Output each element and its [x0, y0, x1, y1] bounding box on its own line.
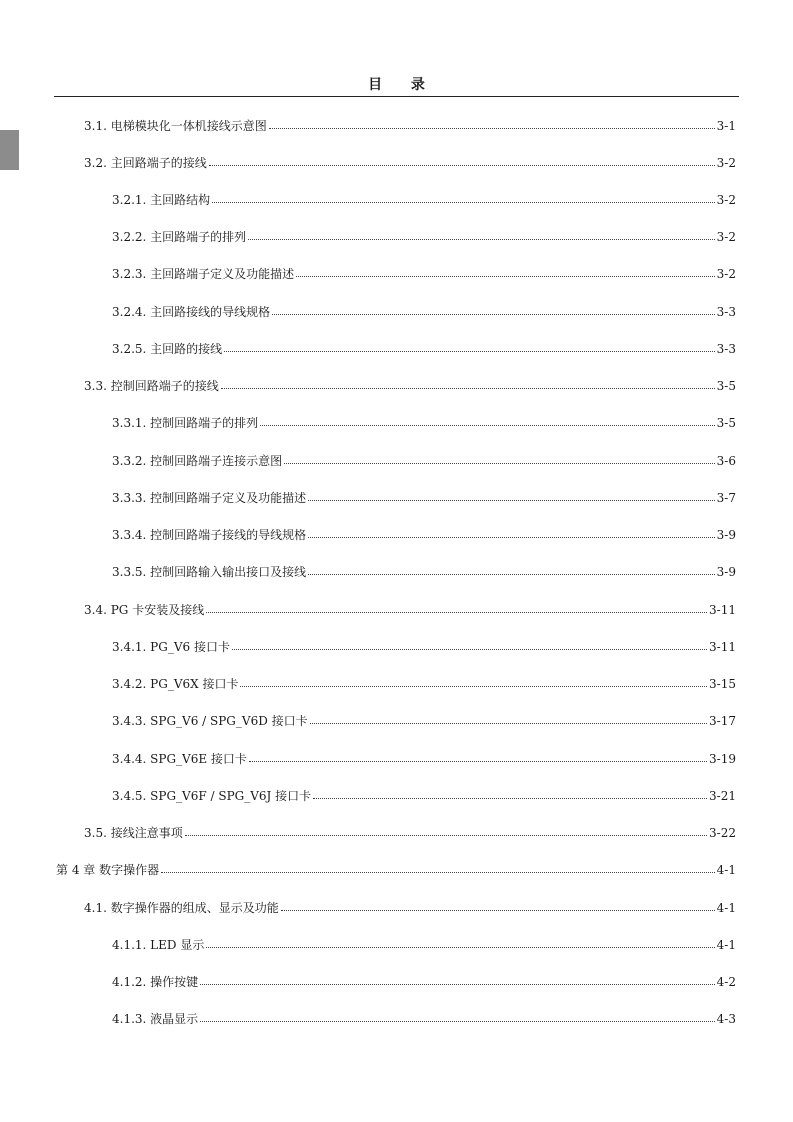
toc-leader-dots: [240, 676, 707, 688]
toc-leader-dots: [272, 304, 715, 316]
toc-leader-dots: [206, 602, 707, 614]
toc-entry-page: 3-21: [709, 789, 736, 803]
toc-entry[interactable]: [112, 974, 736, 990]
toc-entry-page: 3-9: [716, 528, 736, 542]
toc-leader-dots: [200, 974, 715, 986]
toc-entry-page: 3-15: [709, 677, 736, 691]
toc-entry-label: 3.4.4. SPG_V6E 接口卡: [112, 752, 247, 766]
toc-entry-page: 3-2: [716, 230, 736, 244]
toc-leader-dots: [260, 415, 715, 427]
toc-entry-label: 3.5. 接线注意事项: [84, 826, 183, 840]
toc-entry-label: 4.1. 数字操作器的组成、显示及功能: [84, 901, 279, 915]
toc-entry-page: 4-3: [716, 1012, 736, 1026]
toc-entry-page: 3-6: [716, 454, 736, 468]
toc-entry-label: 3.2. 主回路端子的接线: [84, 156, 207, 170]
toc-entry[interactable]: [112, 676, 736, 692]
toc-entry-label: 3.3. 控制回路端子的接线: [84, 379, 219, 393]
toc-entry[interactable]: [84, 155, 736, 171]
toc-entry[interactable]: [112, 937, 736, 953]
toc-entry-label: 4.1.1. LED 显示: [112, 938, 205, 952]
toc-leader-dots: [221, 378, 715, 390]
toc-leader-dots: [308, 564, 715, 576]
toc-leader-dots: [206, 937, 714, 949]
toc-entry-page: 3-7: [716, 491, 736, 505]
toc-entry-label: 3.2.4. 主回路接线的导线规格: [112, 305, 271, 319]
toc-entry[interactable]: [112, 713, 736, 729]
toc-entry-label: 3.4.2. PG_V6X 接口卡: [112, 677, 239, 691]
toc-entry[interactable]: [112, 788, 736, 804]
page-title: 目 录: [368, 77, 437, 93]
toc-entry-label: 3.2.2. 主回路端子的排列: [112, 230, 247, 244]
toc-entry-page: 3-9: [716, 565, 736, 579]
toc-entry-label: 3.4.3. SPG_V6 / SPG_V6D 接口卡: [112, 714, 308, 728]
toc-entry[interactable]: [112, 415, 736, 431]
toc-entry[interactable]: [112, 751, 736, 767]
toc-entry-label: 3.3.2. 控制回路端子连接示意图: [112, 454, 283, 468]
toc-entry[interactable]: [112, 527, 736, 543]
toc-entry-page: 3-2: [716, 267, 736, 281]
toc-entry-label: 第 4 章 数字操作器: [56, 863, 160, 877]
toc-entry[interactable]: [84, 602, 736, 618]
toc-leader-dots: [224, 341, 715, 353]
toc-entry-page: 3-17: [709, 714, 736, 728]
toc-entry-page: 3-5: [716, 379, 736, 393]
toc-entry-label: 4.1.3. 液晶显示: [112, 1012, 199, 1026]
toc-entry[interactable]: [112, 304, 736, 320]
toc-leader-dots: [310, 713, 707, 725]
toc-entry[interactable]: [112, 341, 736, 357]
header-rule: [54, 96, 739, 97]
toc-entry-page: 3-2: [716, 156, 736, 170]
toc-entry[interactable]: [112, 229, 736, 245]
toc-entry[interactable]: [112, 490, 736, 506]
toc-entry[interactable]: [112, 453, 736, 469]
toc-leader-dots: [269, 118, 715, 130]
toc-entry-label: 3.2.3. 主回路端子定义及功能描述: [112, 267, 295, 281]
toc-entry-label: 3.3.1. 控制回路端子的排列: [112, 416, 259, 430]
toc-leader-dots: [249, 751, 707, 763]
toc-entry-page: 3-2: [716, 193, 736, 207]
toc-leader-dots: [209, 155, 715, 167]
toc-entry-label: 3.3.4. 控制回路端子接线的导线规格: [112, 528, 307, 542]
toc-entry-label: 3.4.5. SPG_V6F / SPG_V6J 接口卡: [112, 789, 312, 803]
toc-leader-dots: [281, 900, 715, 912]
toc-entry[interactable]: [56, 862, 736, 878]
toc-leader-dots: [248, 229, 715, 241]
toc-leader-dots: [284, 453, 715, 465]
toc-entry-label: 4.1.2. 操作按键: [112, 975, 199, 989]
toc-entry-label: 3.2.5. 主回路的接线: [112, 342, 223, 356]
toc-entry[interactable]: [112, 192, 736, 208]
toc-leader-dots: [308, 490, 715, 502]
toc-entry-page: 4-1: [716, 938, 736, 952]
toc-entry-page: 3-19: [709, 752, 736, 766]
toc-entry[interactable]: [112, 266, 736, 282]
toc-entry-page: 3-11: [709, 603, 736, 617]
toc-entry[interactable]: [84, 378, 736, 394]
toc-entry[interactable]: [84, 825, 736, 841]
toc-entry[interactable]: [84, 900, 736, 916]
toc-leader-dots: [313, 788, 707, 800]
toc-leader-dots: [200, 1011, 715, 1023]
toc-entry[interactable]: [112, 639, 736, 655]
toc-leader-dots: [308, 527, 715, 539]
chapter-side-tab: [0, 130, 19, 170]
toc-leader-dots: [161, 862, 715, 874]
toc-leader-dots: [185, 825, 707, 837]
toc-entry-label: 3.4. PG 卡安装及接线: [84, 603, 205, 617]
toc-entry[interactable]: [112, 1011, 736, 1027]
toc-entry-page: 3-3: [716, 342, 736, 356]
toc-entry-page: 3-5: [716, 416, 736, 430]
toc-entry-page: 3-11: [709, 640, 736, 654]
toc-entry-label: 3.4.1. PG_V6 接口卡: [112, 640, 230, 654]
toc-entry-label: 3.3.5. 控制回路输入输出接口及接线: [112, 565, 307, 579]
toc-entry[interactable]: [84, 118, 736, 134]
toc-entry-page: 3-1: [716, 119, 736, 133]
toc-entry-page: 4-1: [716, 863, 736, 877]
toc-entry-page: 3-22: [709, 826, 736, 840]
toc-entry-label: 3.1. 电梯模块化一体机接线示意图: [84, 119, 267, 133]
toc-leader-dots: [232, 639, 707, 651]
toc-entry-label: 3.3.3. 控制回路端子定义及功能描述: [112, 491, 307, 505]
toc-entry-page: 4-1: [716, 901, 736, 915]
toc-entry-label: 3.2.1. 主回路结构: [112, 193, 211, 207]
toc-entry-page: 3-3: [716, 305, 736, 319]
toc-leader-dots: [212, 192, 715, 204]
toc-entry-page: 4-2: [716, 975, 736, 989]
toc-entry[interactable]: [112, 564, 736, 580]
toc-leader-dots: [296, 266, 715, 278]
